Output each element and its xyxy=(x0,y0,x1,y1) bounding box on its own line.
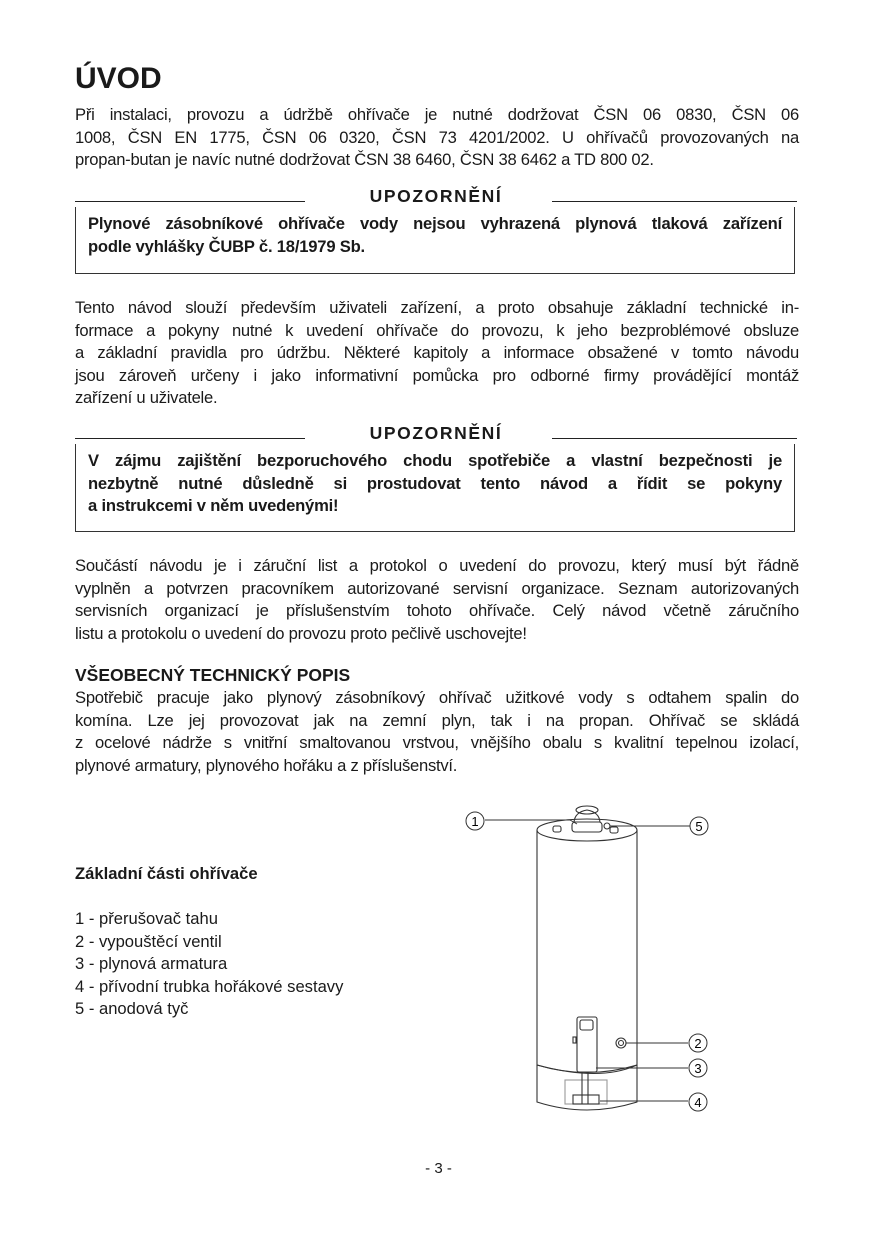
text-line: komína. Lze jej provozovat jak na zemní plyn, tak i na propan. Ohřívač se skládá xyxy=(75,710,799,730)
callout-5 xyxy=(690,817,708,835)
warning-heading-text: UPOZORNĚNÍ xyxy=(369,423,503,443)
text-line: Při instalaci, provozu a údržbě ohřívače je nutné dodržovat ČSN 06 0830, ČSN 06 xyxy=(75,105,799,124)
text-line: propan-butan je navíc nutné dodržovat ČSN 38 6460, ČSN 38 6462 a TD 800 02. xyxy=(75,150,654,169)
intro-paragraph xyxy=(75,104,799,172)
warning-heading-text: UPOZORNĚNÍ xyxy=(369,186,503,206)
warning-heading-1 xyxy=(75,188,797,208)
warning-box-2 xyxy=(75,444,795,532)
text-line: a instrukcemi v něm uvedenými! xyxy=(88,496,339,515)
text-line: z ocelové nádrže s vnitřní smaltovanou vrstvou, vnějšího obalu s kvalitní tepelnou izolací, xyxy=(75,733,799,752)
text-line: plynové armatury, plynového hořáku a z příslušenství. xyxy=(75,755,458,775)
text-line: listu a protokolu o uvedení do provozu proto pečlivě uschovejte! xyxy=(75,623,527,643)
list-item: 3 - plynová armatura xyxy=(75,954,228,973)
description-paragraph xyxy=(75,297,799,410)
text-line: nezbytně nutné důsledně si prostudovat tento návod a řídit se pokyny xyxy=(88,473,782,493)
svg-text:5: 5 xyxy=(695,819,703,834)
warranty-paragraph xyxy=(75,555,799,645)
list-item: 5 - anodová tyč xyxy=(75,999,189,1018)
text-line: V zájmu zajištění bezporuchového chodu spotřebiče a vlastní bezpečnosti je xyxy=(88,451,782,470)
text-line: Součástí návodu je i záruční list a protokol o uvedení do provozu, který musí být řádně xyxy=(75,556,799,575)
svg-text:2: 2 xyxy=(694,1036,702,1051)
text-line: servisních organizací je příslušenstvím tohoto ohřívače. Celý návod včetně záručního xyxy=(75,601,799,620)
text-line: Tento návod slouží především uživateli zařízení, a proto obsahuje základní technické in- xyxy=(75,298,799,317)
page-number: - 3 - xyxy=(425,1160,452,1177)
text-line: Plynové zásobníkové ohřívače vody nejsou vyhrazená plynová tlaková zařízení xyxy=(88,214,782,233)
text-line: vyplněn a potvrzen pracovníkem autorizované servisní organizace. Seznam autorizovaných xyxy=(75,578,799,598)
text-line: podle vyhlášky ČUBP č. 18/1979 Sb. xyxy=(88,236,365,256)
list-item: 1 - přerušovač tahu xyxy=(75,909,218,928)
section-heading: VŠEOBECNÝ TECHNICKÝ POPIS xyxy=(75,665,351,685)
list-item: 4 - přívodní trubka hořákové sestavy xyxy=(75,976,344,996)
text-line: a základní pravidla pro údržbu. Některé kapitoly a informace obsažené v tomto návodu xyxy=(75,343,799,362)
callout-1 xyxy=(466,812,484,830)
callout-4 xyxy=(689,1093,707,1111)
parts-heading: Základní části ohřívače xyxy=(75,864,258,883)
svg-text:4: 4 xyxy=(694,1095,702,1110)
text-line: zařízení u uživatele. xyxy=(75,388,218,407)
page-title: ÚVOD xyxy=(75,62,162,95)
svg-text:3: 3 xyxy=(694,1061,702,1076)
list-item: 2 - vypouštěcí ventil xyxy=(75,931,222,951)
technical-paragraph xyxy=(75,687,799,777)
callout-3 xyxy=(689,1059,707,1077)
callout-2 xyxy=(689,1034,707,1052)
svg-text:1: 1 xyxy=(471,814,479,829)
parts-list xyxy=(75,908,343,1021)
warning-box-1 xyxy=(75,207,795,274)
text-line: formace a pokyny nutné k uvedení ohřívače do provozu, k jeho bezproblémové obsluze xyxy=(75,320,799,340)
warning-heading-2 xyxy=(75,425,797,445)
text-line: 1008, ČSN EN 1775, ČSN 06 0320, ČSN 73 4201/2002. U ohřívačů provozovaných na xyxy=(75,127,799,147)
text-line: Spotřebič pracuje jako plynový zásobníkový ohřívač užitkové vody s odtahem spalin do xyxy=(75,688,799,707)
water-heater-diagram xyxy=(450,800,730,1130)
text-line: jsou zároveň určeny i jako informativní pomůcka pro odborné firmy provádějící montáž xyxy=(75,365,799,385)
